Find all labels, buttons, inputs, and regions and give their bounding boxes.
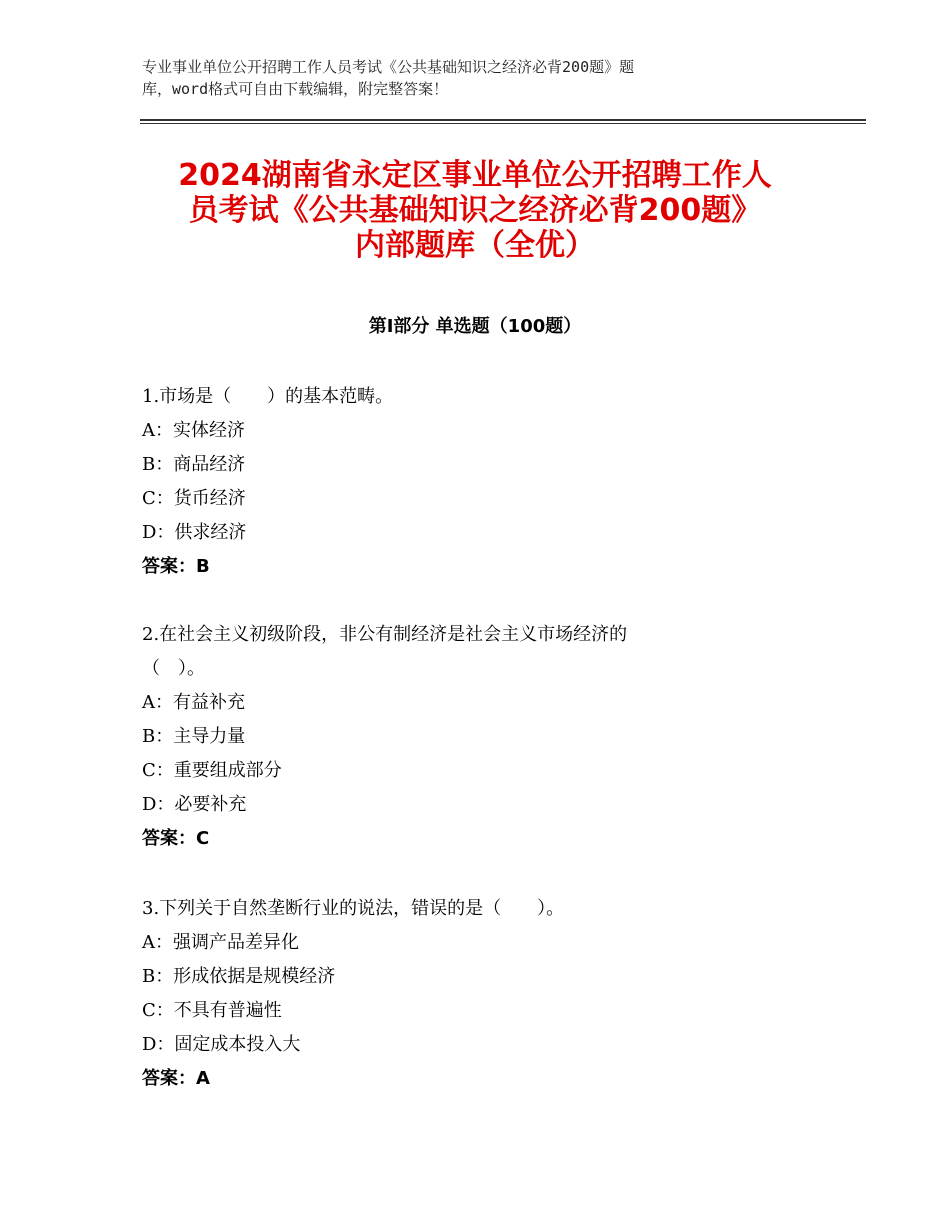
question-stem: 1.市场是（ ）的基本范畴。	[142, 386, 394, 407]
document-title-line: 内部题库（全优）	[355, 228, 595, 263]
option-b: B：主导力量	[142, 726, 246, 747]
answer-line: 答案：C	[142, 828, 210, 849]
option-d: D：必要补充	[142, 794, 247, 815]
option-d: D：固定成本投入大	[142, 1034, 301, 1055]
option-a: A：有益补充	[142, 692, 245, 713]
option-a: A：实体经济	[142, 420, 245, 441]
answer-line: 答案：B	[142, 556, 210, 577]
header-note-line: 库，word格式可自由下载编辑，附完整答案！	[142, 80, 449, 98]
document-title-line: 员考试《公共基础知识之经济必背200题》	[188, 193, 762, 228]
header-note-line: 专业事业单位公开招聘工作人员考试《公共基础知识之经济必背200题》题	[142, 58, 635, 76]
header-divider	[140, 119, 866, 121]
question-block	[142, 380, 832, 584]
option-d: D：供求经济	[142, 522, 247, 543]
option-c: C：不具有普遍性	[142, 1000, 282, 1021]
question-stem: 3.下列关于自然垄断行业的说法，错误的是（ ）。	[142, 898, 565, 919]
section-heading: 第Ⅰ部分 单选题（100题）	[368, 316, 582, 337]
question-stem-continued: （ ）。	[142, 658, 205, 679]
option-b: B：商品经济	[142, 454, 246, 475]
header-note	[142, 56, 782, 100]
question-stem: 2.在社会主义初级阶段，非公有制经济是社会主义市场经济的	[142, 624, 628, 645]
answer-line: 答案：A	[142, 1068, 210, 1089]
option-a: A：强调产品差异化	[142, 932, 299, 953]
option-c: C：重要组成部分	[142, 760, 282, 781]
header-divider	[140, 123, 866, 124]
option-c: C：货币经济	[142, 488, 246, 509]
question-block	[142, 618, 832, 856]
document-title-line: 2024湖南省永定区事业单位公开招聘工作人	[178, 158, 772, 193]
document-title	[120, 158, 830, 263]
option-b: B：形成依据是规模经济	[142, 966, 336, 987]
question-block	[142, 892, 832, 1096]
